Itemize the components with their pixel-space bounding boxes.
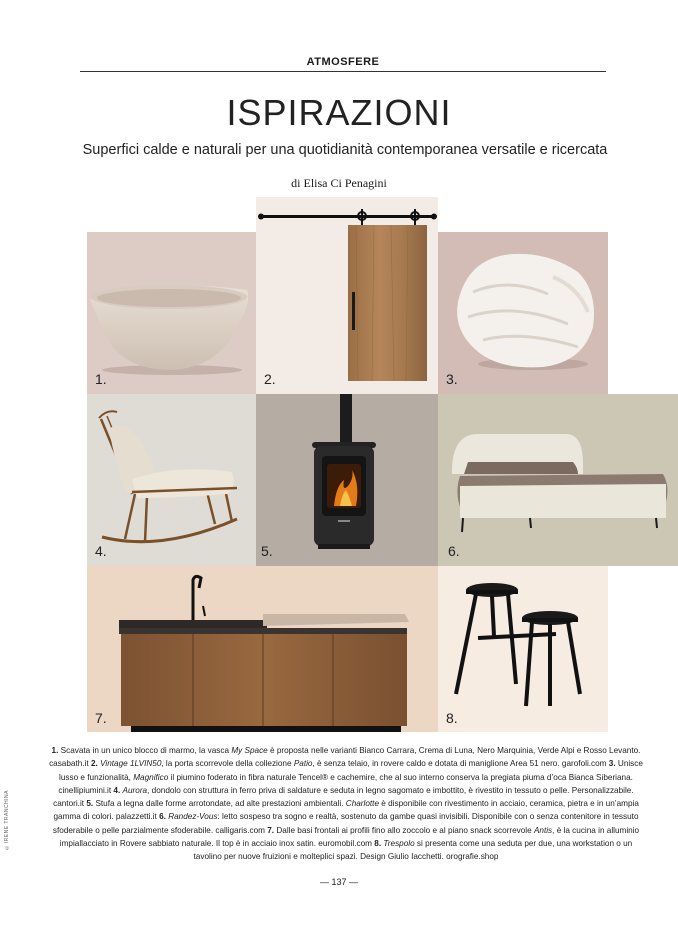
caption-text: si presenta come una seduta per due, una workstation o un tavolino per nuove fruizioni e molteplici spazi. Design Giulio Iacchetti. orografie.shop <box>193 839 633 862</box>
caption-text: il piumino foderato in fibra naturale Tencel® e cachemire, che al suo interno conserva la pregiata piuma d’oca Bianca Siberiana. cinellipiumini.it <box>58 772 633 795</box>
caption-product-name: Trespolo <box>383 839 415 849</box>
byline <box>0 176 678 191</box>
caption-number: 1. <box>51 746 59 755</box>
byline-author: Elisa Ci Penagini <box>303 176 387 190</box>
caption-collection-name: Patio <box>293 759 313 769</box>
caption-product-name: Aurora <box>122 785 148 795</box>
product-image-sliding-door <box>256 197 438 394</box>
product-number: 4. <box>95 543 107 559</box>
product-captions <box>48 744 644 864</box>
caption-number: 5. <box>86 799 94 809</box>
rocking-chair-illustration <box>87 394 256 566</box>
caption-text: è proposta nelle varianti Bianco Carrara, Crema di Luna, Nero Marquinia, Verde Alpi e Rosso Levanto. casabath.it <box>49 746 641 769</box>
photo-credit: ©IRENE TRANCHINA <box>4 790 10 850</box>
caption-number: 8. <box>374 839 382 849</box>
caption-number: 6. <box>159 812 166 822</box>
section-label: ATMOSFERE <box>306 56 380 68</box>
product-number: 5. <box>261 543 273 559</box>
caption-text: : letto sospeso tra sogno e realtà, sostenuto da gambe quasi invisibili. Disponibile con o senza contenitore in tessuto sfoderabile o pelle parzialmente sfoderabile. calligaris.com <box>52 812 639 835</box>
caption-product-name: Charlotte <box>345 799 380 809</box>
product-number: 8. <box>446 710 458 726</box>
page-subtitle: Superfici calde e naturali per una quotidianità contemporanea versatile e ricercata <box>82 142 608 158</box>
product-number: 7. <box>95 710 107 726</box>
caption-text: , è senza telaio, in rovere caldo e dotata di maniglione Area 51 nero. garofoli.com <box>312 759 609 769</box>
caption-product-name: My Space <box>231 746 268 755</box>
caption-product-name: Randez-Vous <box>168 812 218 822</box>
product-number: 1. <box>95 371 107 387</box>
caption-product-name: Antis <box>533 825 553 835</box>
caption-text: Dalle basi frontali ai profili fino allo zoccolo e al piano snack scorrevole <box>274 825 534 835</box>
product-number: 2. <box>264 371 276 387</box>
caption-text: Stufa a legna dalle forme arrotondate, ad alte prestazioni ambientali. <box>93 799 346 809</box>
kitchen-island-illustration <box>87 566 438 732</box>
product-image-bed <box>438 394 678 566</box>
product-image-duvet <box>438 232 608 394</box>
stove-illustration <box>256 394 438 566</box>
caption-text: , dondolo con struttura in ferro priva di saldature e seduta in legno sagomato e imbottito, è rivestito in tessuto o pelle. Personalizzabile. cantori.it <box>53 785 634 809</box>
caption-product-name: Magnifico <box>133 772 169 782</box>
product-image-bathtub <box>87 232 256 394</box>
sliding-door-illustration <box>256 197 438 394</box>
bed-illustration <box>438 394 678 566</box>
product-image-stove <box>256 394 438 566</box>
page-number: — 137 — <box>319 877 359 887</box>
caption-text: , è la cucina in alluminio impiallacciato in Rovere sabbiato naturale. Il top è in acciaio inox satin. euromobil.com <box>59 825 640 849</box>
byline-prefix: di <box>291 176 301 190</box>
product-number: 3. <box>446 371 458 387</box>
product-image-stool <box>438 566 608 732</box>
duvet-illustration <box>438 232 608 394</box>
caption-number: 2. <box>90 759 98 769</box>
caption-text: Scavata in un unico blocco di marmo, la vasca <box>58 746 232 755</box>
caption-number: 4. <box>113 785 121 795</box>
page-title: ISPIRAZIONI <box>226 92 452 133</box>
caption-text: Unisce lusso e funzionalità, <box>59 759 643 782</box>
bathtub-illustration <box>87 232 256 394</box>
caption-text: è disponibile con rivestimento in acciaio, ceramica, pietra e in un’ampia gamma di colori. palazzetti.it <box>53 799 639 822</box>
caption-product-name: Vintage 1LVIN50 <box>100 759 162 769</box>
product-image-rocking-chair <box>87 394 256 566</box>
product-number: 6. <box>448 543 460 559</box>
stool-illustration <box>438 566 608 732</box>
product-image-kitchen-island <box>87 566 438 732</box>
section-rule <box>80 71 606 72</box>
caption-text: , la porta scorrevole della collezione <box>161 759 294 769</box>
caption-number: 3. <box>608 759 616 769</box>
caption-number: 7. <box>267 825 275 835</box>
